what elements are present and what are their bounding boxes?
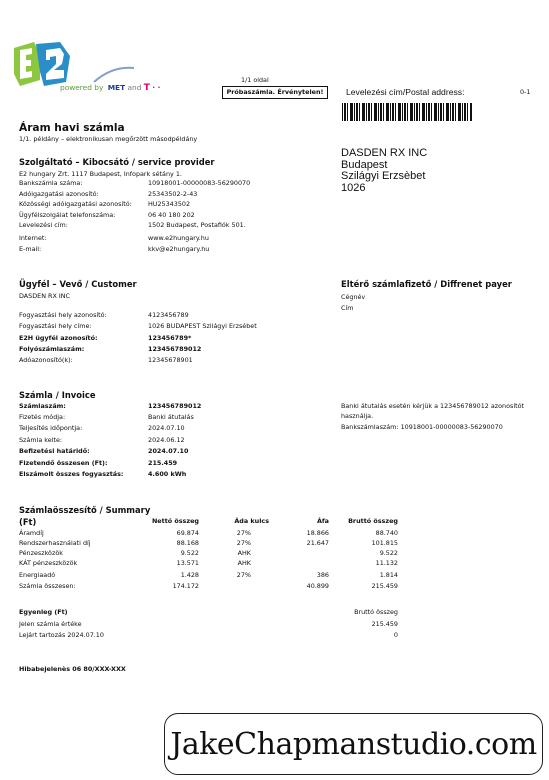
summary-row-net: 88.168 bbox=[176, 539, 199, 547]
customer-row-value: 123456789* bbox=[148, 334, 192, 342]
invoice-row-label: Számlaszám: bbox=[19, 402, 66, 410]
customer-row-value: 12345678901 bbox=[148, 356, 193, 364]
summary-row-gross: 9.522 bbox=[379, 549, 398, 557]
summary-row-rate: AHK bbox=[237, 549, 251, 557]
e2-logo bbox=[14, 42, 70, 86]
balance-row-label: Jelen számla értéke bbox=[19, 620, 82, 628]
barcode bbox=[342, 103, 472, 121]
bank-note-line-2: használja. bbox=[341, 412, 374, 420]
payer-name: Cégnév bbox=[341, 293, 366, 301]
provider-heading: Szolgáltató – Kibocsátó / service provider bbox=[19, 157, 215, 167]
customer-row-value: 123456789012 bbox=[148, 345, 202, 353]
invoice-row bbox=[19, 424, 319, 433]
customer-row-value: 4123456789 bbox=[148, 311, 189, 319]
and-label: and bbox=[127, 83, 142, 92]
provider-address: E2 hungary Zrt. 1117 Budapest, Infopark sétány 1. bbox=[19, 170, 182, 178]
summary-row bbox=[19, 549, 399, 558]
customer-row-label: Adóazonosító(k): bbox=[19, 356, 73, 364]
bank-note-line-3: Bankszámlaszám: 10918001-00000083-56290070 bbox=[341, 423, 503, 431]
powered-by-label: powered by bbox=[60, 83, 104, 92]
provider-details bbox=[19, 179, 319, 257]
fault-report-line: Hibabejelenès 06 80/XXX-XXX bbox=[19, 665, 126, 673]
customer-row-label: E2H ügyfél azonosító: bbox=[19, 334, 98, 342]
customer-heading: Ügyfél – Vevő / Customer bbox=[19, 279, 137, 289]
provider-row-label: Internet: bbox=[19, 234, 47, 242]
invoice-row bbox=[19, 447, 319, 456]
summary-row-gross: 101.815 bbox=[371, 539, 398, 547]
customer-row bbox=[19, 356, 319, 365]
provider-row bbox=[19, 221, 319, 230]
telekom-dots: · · bbox=[152, 83, 161, 92]
payer-heading: Eltérő számlafizető / Diffrenet payer bbox=[341, 279, 512, 289]
summary-row bbox=[19, 529, 399, 538]
summary-row bbox=[19, 571, 399, 580]
provider-row-label: Bankszámla száma: bbox=[19, 179, 83, 187]
summary-col-gross: Bruttó összeg bbox=[348, 517, 398, 525]
postal-address-block bbox=[341, 148, 427, 194]
invoice-title: Áram havi számla bbox=[19, 122, 125, 134]
invoice-row-value: 215.459 bbox=[148, 459, 178, 467]
summary-row-label: Számla összesen: bbox=[19, 582, 76, 590]
customer-row-label: Fogyasztási hely azonosító: bbox=[19, 311, 107, 319]
provider-row-value: 1502 Budapest, Postafiók 501. bbox=[148, 221, 246, 229]
postal-name: DASDEN RX INC bbox=[341, 147, 428, 159]
summary-row-net: 174.172 bbox=[172, 582, 199, 590]
summary-col-net: Nettó összeg bbox=[151, 517, 199, 525]
invoice-row bbox=[19, 413, 319, 422]
invoice-row-value: Banki átutalás bbox=[148, 413, 194, 421]
customer-row bbox=[19, 311, 319, 320]
invoice-row bbox=[19, 459, 319, 468]
balance-table bbox=[19, 608, 399, 640]
invoice-row-label: Befizetési határidő: bbox=[19, 447, 90, 455]
summary-row-gross: 11.132 bbox=[375, 559, 398, 567]
provider-row-value: 06 40 180 202 bbox=[148, 210, 195, 219]
customer-name: DASDEN RX INC bbox=[19, 292, 70, 300]
met-swoosh-icon bbox=[92, 64, 136, 84]
invoice-row-label: Számla kelte: bbox=[19, 436, 63, 444]
invoice-row-label: Elszámolt összes fogyasztás: bbox=[19, 470, 124, 478]
provider-row bbox=[19, 190, 319, 199]
customer-row-label: Fogyasztási hely címe: bbox=[19, 322, 92, 330]
summary-row-net: 69.874 bbox=[176, 529, 199, 537]
invoice-details bbox=[19, 402, 319, 480]
provider-row-label: Közösségi adóigazgatási azonosító: bbox=[19, 200, 132, 208]
postal-zip: 1026 bbox=[341, 181, 366, 194]
provider-row-value: 10918001-00000083-56290070 bbox=[148, 179, 251, 187]
invoice-row bbox=[19, 436, 319, 445]
summary-row-gross: 215.459 bbox=[371, 582, 398, 590]
customer-details bbox=[19, 311, 319, 367]
postal-city: Budapest bbox=[341, 158, 388, 171]
summary-row-label: Energiaadó bbox=[19, 571, 56, 579]
postal-label: Levelezési cím/Postal address: bbox=[346, 87, 465, 97]
invoice-subtitle: 1/1. példány – elektronikusan megőrzött másodpéldány bbox=[19, 135, 198, 143]
invoice-row-label: Teljesítés időpontja: bbox=[19, 424, 83, 432]
customer-row-value: 1026 BUDAPEST Szilágyi Erzsébet bbox=[148, 322, 257, 330]
customer-row bbox=[19, 334, 319, 343]
invoice-row-value: 4.600 kWh bbox=[148, 470, 187, 478]
summary-row-rate: 27% bbox=[236, 571, 251, 579]
summary-row-rate: 27% bbox=[236, 529, 251, 537]
invoice-row-value: 2024.07.10 bbox=[148, 447, 189, 455]
summary-row-gross: 1.814 bbox=[379, 571, 398, 579]
summary-row-vat: 40.899 bbox=[306, 582, 329, 590]
customer-row-label: Folyószámlaszám: bbox=[19, 345, 85, 353]
provider-row bbox=[19, 200, 319, 209]
postal-street: Szilágyi Erzsèbet bbox=[341, 170, 426, 182]
invoice-row-value: 123456789012 bbox=[148, 402, 202, 410]
summary-row-rate: AHK bbox=[237, 559, 251, 567]
summary-col-vat: Áfa bbox=[316, 517, 329, 525]
balance-heading: Egyenleg (Ft) bbox=[19, 608, 68, 616]
summary-row-label: KÁT pénzeszközök bbox=[19, 559, 78, 567]
summary-row-gross: 88.740 bbox=[375, 529, 398, 537]
corner-code: 0-1 bbox=[520, 88, 531, 96]
summary-row-vat: 18.866 bbox=[306, 529, 329, 537]
summary-unit: (Ft) bbox=[19, 517, 37, 527]
summary-heading: Számlaösszesítő / Summary bbox=[19, 505, 151, 515]
balance-row-value: 215.459 bbox=[371, 620, 398, 628]
watermark-text: JakeChapmanstudio.com bbox=[170, 726, 537, 762]
provider-row bbox=[19, 179, 319, 188]
balance-header-row bbox=[19, 608, 399, 617]
invoice-row bbox=[19, 470, 319, 479]
provider-email-link[interactable]: kkv@e2hungary.hu bbox=[148, 244, 210, 253]
provider-row bbox=[19, 234, 319, 243]
provider-row bbox=[19, 211, 319, 220]
summary-row-vat: 21.647 bbox=[306, 539, 329, 547]
provider-row bbox=[19, 245, 319, 254]
provider-row-label: Adóigazgatási azonosító: bbox=[19, 189, 99, 198]
met-logo-text: MET bbox=[107, 83, 126, 92]
provider-row-value: 25343502-2-43 bbox=[148, 189, 198, 198]
summary-row-rate: 27% bbox=[236, 539, 251, 547]
invoice-row-value: 2024.07.10 bbox=[148, 424, 185, 432]
provider-row-label: Levelezési cím: bbox=[19, 221, 68, 229]
provider-row-label: Ügyfélszolgálat telefonszáma: bbox=[19, 210, 116, 219]
summary-total-row bbox=[19, 582, 399, 591]
summary-col-rate: Áda kulcs bbox=[234, 517, 269, 525]
balance-row bbox=[19, 620, 399, 629]
summary-row-vat: 386 bbox=[316, 571, 329, 579]
provider-website-link[interactable]: www.e2hungary.hu bbox=[148, 234, 209, 242]
summary-row-label: Rendszerhasználati díj bbox=[19, 539, 91, 547]
balance-row-value: 0 bbox=[393, 631, 398, 639]
summary-row-net: 9.522 bbox=[180, 549, 199, 557]
bank-note-line-1: Banki átutalás esetén kérjük a 123456789012 azonosítót bbox=[341, 402, 525, 410]
balance-row bbox=[19, 631, 399, 640]
balance-row-label: Lejárt tartozás 2024.07.10 bbox=[19, 631, 104, 639]
invoice-row-label: Fizetés módja: bbox=[19, 413, 66, 421]
summary-row bbox=[19, 559, 399, 568]
summary-row bbox=[19, 539, 399, 548]
summary-row-label: Áramdíj bbox=[19, 529, 44, 537]
balance-gross-header: Bruttó összeg bbox=[354, 608, 398, 616]
proforma-notice-box: Próbaszámla. Érvénytelen! bbox=[222, 86, 328, 99]
powered-by-line bbox=[60, 84, 160, 93]
summary-row-net: 1.428 bbox=[180, 571, 199, 579]
customer-row bbox=[19, 345, 319, 354]
invoice-row-label: Fizetendő összesen (Ft): bbox=[19, 459, 108, 467]
summary-row-net: 13.571 bbox=[176, 559, 199, 567]
invoice-row bbox=[19, 402, 319, 411]
payer-address: Cím bbox=[341, 304, 354, 312]
provider-row-label: E-mail: bbox=[19, 244, 42, 253]
provider-row-value: HU25343502 bbox=[148, 200, 191, 208]
invoice-row-value: 2024.06.12 bbox=[148, 436, 185, 444]
watermark-banner bbox=[164, 713, 543, 775]
invoice-heading: Számla / Invoice bbox=[19, 390, 96, 400]
summary-table bbox=[19, 517, 399, 597]
summary-header-row bbox=[19, 517, 399, 526]
telekom-logo: T bbox=[143, 83, 150, 93]
page-counter: 1/1 oldal bbox=[241, 76, 269, 84]
summary-row-label: Pénzeszközök bbox=[19, 549, 63, 557]
customer-row bbox=[19, 322, 319, 331]
